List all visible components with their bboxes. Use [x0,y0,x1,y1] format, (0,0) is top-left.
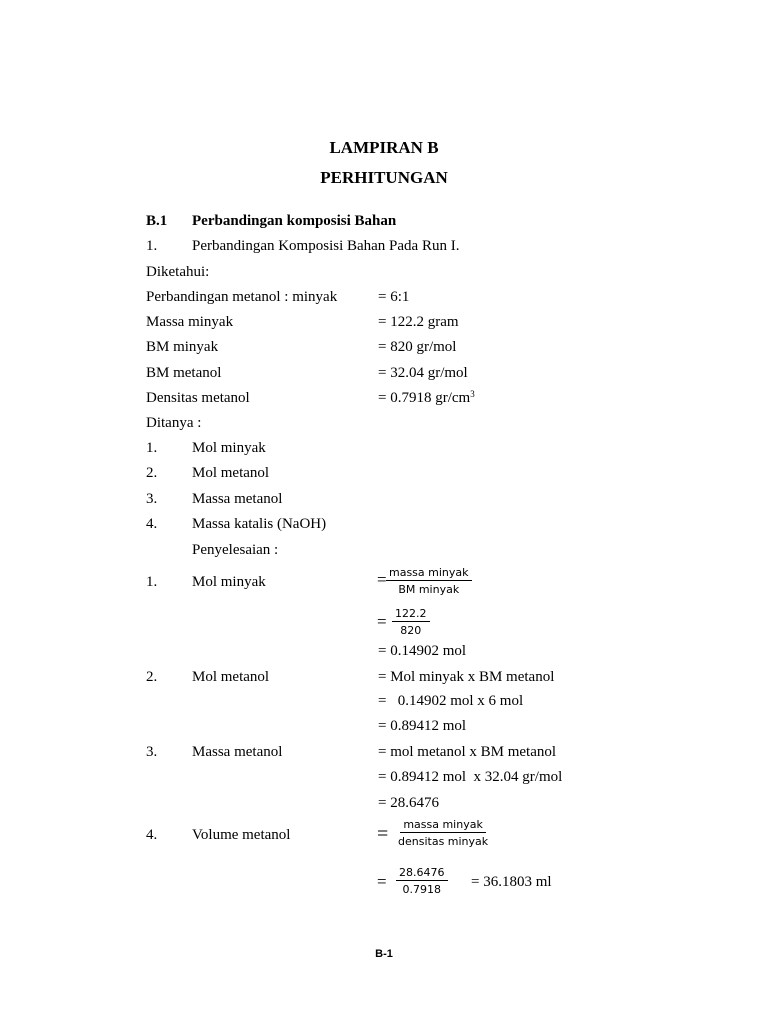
known-label-density: Densitas metanol [146,390,250,406]
item-number: 1. [146,238,158,254]
solution-result: = 36.1803 ml [471,874,552,890]
equals-sign: = [377,872,387,891]
fraction [396,866,448,896]
solution-name: Massa metanol [192,744,283,760]
asked-text: Mol minyak [192,440,266,456]
asked-number: 4. [146,516,158,532]
item-text: Perbandingan Komposisi Bahan Pada Run I. [192,238,460,254]
known-value-ratio: = 6:1 [378,289,410,305]
fraction-denominator: 0.7918 [402,883,441,896]
equals-sign: = [377,612,387,631]
density-exponent: 3 [470,389,475,399]
asked-text: Mol metanol [192,465,270,481]
known-label-ratio: Perbandingan metanol : minyak [146,289,338,305]
page-subtitle: PERHITUNGAN [320,168,448,187]
known-label: Diketahui: [146,264,210,280]
solution-result: = 0.14902 mol [378,643,467,659]
solution-line: = 28.6476 [378,795,439,811]
solution-number: 2. [146,669,158,685]
solution-name: Mol metanol [192,669,270,685]
fraction [395,818,491,848]
equals-sign: = [377,570,387,589]
fraction-numerator: massa minyak [386,566,472,581]
asked-label: Ditanya : [146,415,202,431]
equals-sign: = [377,823,389,845]
solution-line: = mol metanol x BM metanol [378,744,557,760]
known-label-methanol-mw: BM metanol [146,365,222,381]
solution-name: Mol minyak [192,574,266,590]
solution-name: Volume metanol [192,827,291,843]
solution-number: 4. [146,827,158,843]
fraction [386,566,472,596]
solution-line: = 0.89412 mol [378,718,467,734]
known-value-density [378,389,475,407]
section-number: B.1 [146,213,168,229]
solution-number: 3. [146,744,158,760]
asked-text: Massa katalis (NaOH) [192,516,327,532]
asked-number: 3. [146,491,158,507]
fraction-denominator: BM minyak [398,583,460,596]
fraction-denominator: 820 [400,624,422,637]
known-value-oil-mw: = 820 gr/mol [378,339,457,355]
fraction-numerator: 28.6476 [396,866,448,881]
known-label-oil-mw: BM minyak [146,339,219,355]
asked-number: 2. [146,465,158,481]
solution-line: = Mol minyak x BM metanol [378,669,555,685]
section-heading: Perbandingan komposisi Bahan [192,213,397,229]
solution-label: Penyelesaian : [192,542,279,558]
known-label-oil-mass: Massa minyak [146,314,234,330]
solution-number: 1. [146,574,158,590]
solution-line: = 0.14902 mol x 6 mol [378,693,524,709]
fraction-numerator: 122.2 [392,607,430,622]
known-value-methanol-mw: = 32.04 gr/mol [378,365,468,381]
known-value-oil-mass: = 122.2 gram [378,314,459,330]
density-value-text: = 0.7918 gr/cm [378,390,471,406]
solution-line: = 0.89412 mol x 32.04 gr/mol [378,769,563,785]
fraction-numerator: massa minyak [400,818,486,833]
page-title: LAMPIRAN B [329,138,439,157]
page-number: B-1 [375,948,393,960]
fraction-denominator: densitas minyak [398,835,489,848]
asked-number: 1. [146,440,158,456]
asked-text: Massa metanol [192,491,283,507]
fraction [392,607,430,637]
